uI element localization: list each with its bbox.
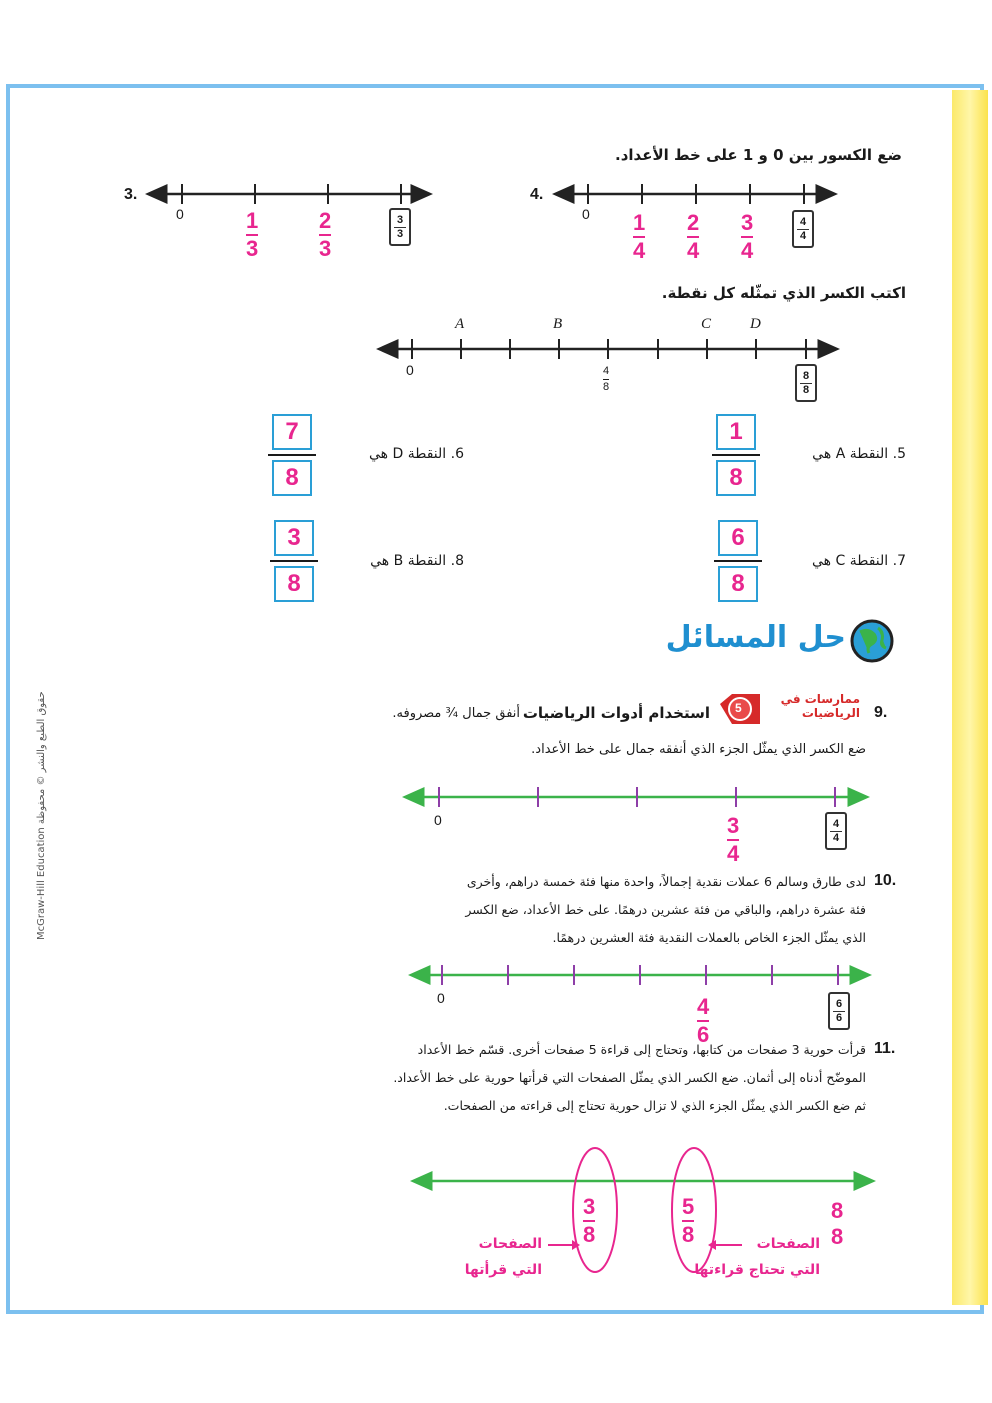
q4-fraction-2-4: 2 4 [687,210,700,263]
q4-number: 4. [530,186,544,203]
q8-text: 8. النقطة B هي [370,553,464,569]
q5-text: 5. النقطة A هي [812,446,906,462]
q6-answer: 7 8 [268,414,316,496]
point-b-label: B [553,316,563,332]
numberline-q4 [562,184,828,204]
q10-line2: فئة عشرة دراهم، والباقي من فئة عشرين درهمًا. على خط الأعداد، ضع الكسر [465,902,866,917]
q11-label-toread-2: التي تحتاج قراءتها [694,1262,820,1278]
q10-answer-fraction: 4 6 [697,994,710,1047]
point-c-label: C [701,316,712,332]
q11-line2: الموضّح أدناه إلى أثمان. ضع الكسر الذي يمثّل الصفحات التي قرأتها حورية على خط الأعداد. [393,1070,866,1085]
q9-zero-label: 0 [434,812,442,828]
numberline-q3 [155,184,423,204]
q9-end-fraction: 4 4 [825,812,847,850]
q9-number: 9. [874,704,888,721]
q10-line1: لدى طارق وسالم 6 عملات نقدية إجمالاً، واحدة منها فئة خمسة دراهم، وأخرى [466,874,866,889]
q9-badge-number: 5 [735,701,742,715]
copyright-side-text: McGraw-Hill Education حقوق الطبع والنشر © محفوظة [36,691,47,940]
q6-text: 6. النقطة D هي [368,446,464,462]
q8-answer: 3 8 [270,520,318,602]
q9-line2: ضع الكسر الذي يمثّل الجزء الذي أنفقه جمال على خط الأعداد. [531,742,866,757]
q7-text: 7. النقطة C هي [811,553,906,569]
numberline-q11 [420,1148,866,1272]
q10-line3: الذي يمثّل الجزء الخاص بالعملات النقدية فئة العشرين درهمًا. [552,930,866,945]
q7-answer: 6 8 [714,520,762,602]
point-a-label: A [455,316,465,332]
q4-fraction-3-4: 3 4 [741,210,754,263]
q4-zero-label: 0 [582,206,590,222]
q10-number: 10. [874,872,897,889]
q11-number: 11. [874,1040,896,1057]
instruction-write-fraction: اكتب الكسر الذي تمثّله كل نقطة. [661,284,906,302]
q3-zero-label: 0 [176,206,184,222]
q9-line1: أنفق جمال ¾ مصروفه. [392,706,520,721]
section-heading: حل المسائل [665,620,846,655]
q4-end-fraction: 4 4 [792,210,814,248]
eighths-zero-label: 0 [406,362,414,378]
q11-toread-fraction: 5 8 [682,1194,695,1247]
q9-tool-label: استخدام أدوات الرياضيات [522,704,710,722]
q11-read-fraction: 3 8 [583,1194,596,1247]
q11-label-toread-1: الصفحات [756,1236,820,1252]
numberline-q10 [418,965,862,985]
q3-fraction-2-3: 2 3 [319,208,332,261]
q3-number: 3. [124,186,138,203]
q4-fraction-1-4: 1 4 [633,210,646,263]
q9-practice-badge: ممارسات في الرياضيات [780,692,860,720]
q9-answer-fraction: 3 4 [727,813,740,866]
q3-fraction-1-3: 1 3 [246,208,259,261]
instruction-place-fractions: ضع الكسور بين 0 و 1 على خط الأعداد. [615,146,902,164]
q11-line1: قرأت حورية 3 صفحات من كتابها، وتحتاج إلى قراءة 5 صفحات أخرى. قسّم خط الأعداد [417,1042,866,1057]
q11-end-fraction: 8 8 [831,1198,844,1249]
q10-zero-label: 0 [437,990,445,1006]
q11-label-read-2: التي قرأتها [464,1262,542,1278]
point-d-label: D [750,316,761,332]
q5-answer: 1 8 [712,414,760,496]
numberline-eighths [386,339,830,359]
q11-line3: ثم ضع الكسر الذي يمثّل الجزء الذي لا تزال حورية تحتاج إلى قراءته من الصفحات. [443,1098,866,1113]
q10-end-fraction: 6 6 [828,992,850,1030]
numberline-q9 [412,787,860,807]
q3-end-fraction: 3 3 [389,208,411,246]
q11-label-read-1: الصفحات [478,1236,542,1252]
eighths-mid-fraction: 4 8 [603,365,610,393]
eighths-end-fraction: 8 8 [795,364,817,402]
